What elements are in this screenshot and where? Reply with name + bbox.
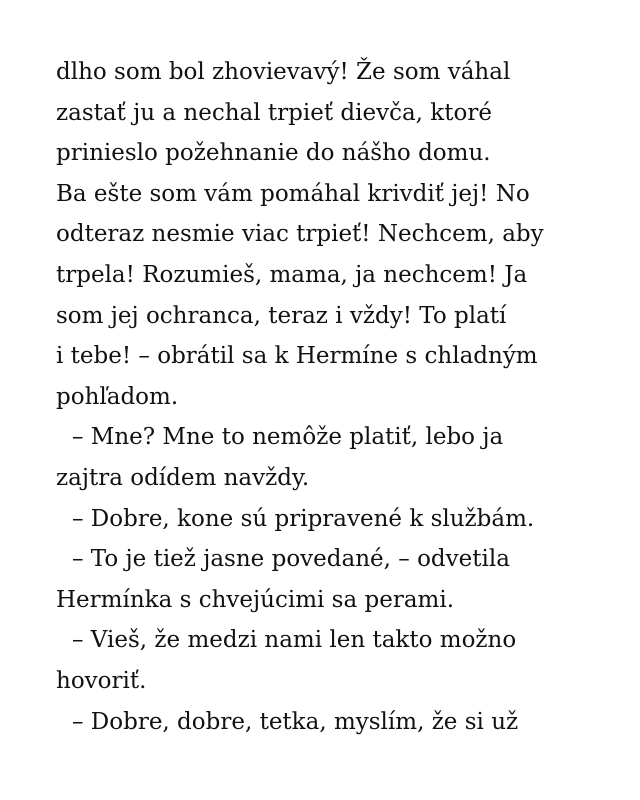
- page-text: [56, 52, 596, 742]
- text-line: odteraz nesmie viac trpieť! Nechcem, aby: [56, 221, 544, 248]
- dialogue-line: – Mne? Mne to nemôže platiť, lebo ja: [72, 424, 504, 451]
- text-line: Ba ešte som vám pomáhal krivdiť jej! No: [56, 180, 530, 207]
- dialogue-line: – Dobre, kone sú pripravené k službám.: [72, 505, 535, 532]
- dialogue-line: – To je tiež jasne povedané, – odvetila: [72, 546, 510, 573]
- text-line: prinieslo požehnanie do nášho domu.: [56, 140, 491, 167]
- dialogue-line: – Dobre, dobre, tetka, myslím, že si už: [72, 708, 519, 735]
- text-line: pohľadom.: [56, 383, 179, 410]
- text-line: Hermínka s chvejúcimi sa perami.: [56, 586, 455, 613]
- dialogue-line: – Vieš, že medzi nami len takto možno: [72, 627, 517, 654]
- text-line: dlho som bol zhovievavý! Že som váhal: [56, 59, 511, 85]
- text-line: trpela! Rozumieš, mama, ja nechcem! Ja: [56, 261, 528, 288]
- text-line: zastať ju a nechal trpieť dievča, ktoré: [56, 99, 492, 126]
- text-line: i tebe! – obrátil sa k Hermíne s chladným: [56, 343, 538, 370]
- text-line: som jej ochranca, teraz i vždy! To platí: [56, 302, 507, 329]
- text-line: hovoriť.: [56, 667, 147, 694]
- text-line: zajtra odídem navždy.: [56, 464, 310, 491]
